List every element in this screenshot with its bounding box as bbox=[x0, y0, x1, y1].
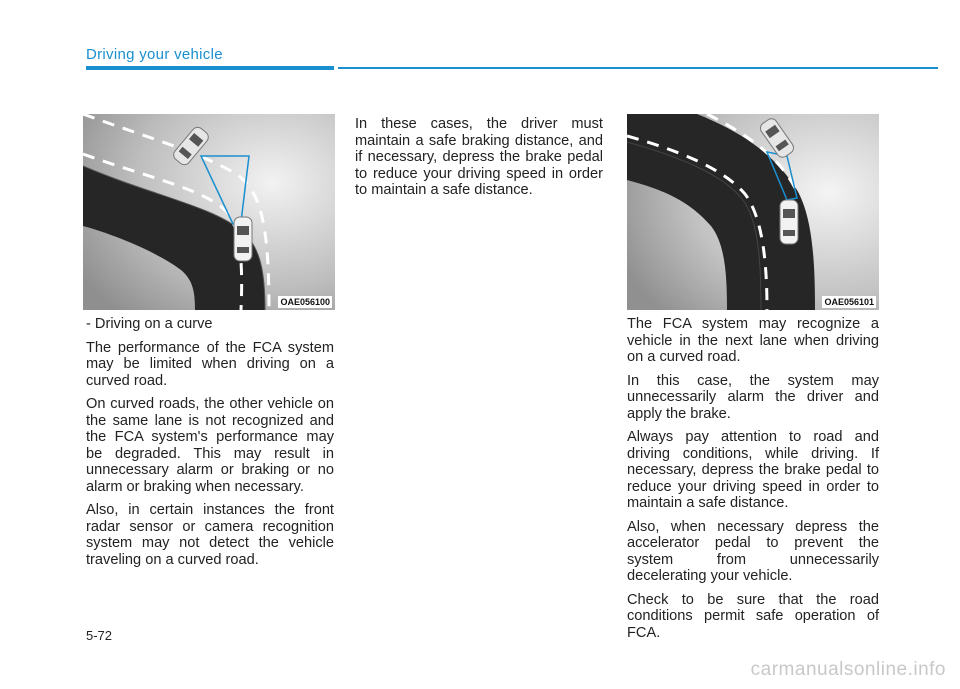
paragraph: - Driving on a curve bbox=[86, 316, 213, 332]
watermark: carmanualsonline.info bbox=[750, 659, 946, 680]
figure-curve-same-lane bbox=[83, 114, 335, 310]
figure-curve-adjacent-lane bbox=[627, 114, 879, 310]
paragraph: The performance of the FCA system may be limited when driving on a curved road. bbox=[86, 339, 334, 389]
page-number: 5-72 bbox=[86, 628, 113, 643]
header-rule-thick bbox=[86, 66, 334, 70]
column-1 bbox=[86, 316, 334, 575]
column-3 bbox=[627, 316, 879, 648]
paragraph: Also, when necessary depress the accelerator pedal to prevent the system from unnecessarily decelerating your vehicle. bbox=[627, 518, 879, 584]
paragraph: On curved roads, the other vehicle on the same lane is not recognized and the FCA system's performance may be degraded. This may result in unnecessary alarm or braking or no alarm or braking when necessary. bbox=[86, 396, 334, 495]
header-rule-thin bbox=[338, 67, 938, 69]
paragraph: Also, in certain instances the front radar sensor or camera recognition system may not detect the vehicle traveling on a curved road. bbox=[86, 502, 334, 568]
paragraph: In this case, the system may unnecessarily alarm the driver and apply the brake. bbox=[627, 372, 879, 422]
column-2 bbox=[355, 116, 603, 206]
own-vehicle bbox=[780, 200, 798, 244]
figure-code: OAE056100 bbox=[280, 297, 330, 307]
figure-code: OAE056101 bbox=[824, 297, 874, 307]
paragraph: In these cases, the driver must maintain a safe braking distance, and if necessary, depress the brake pedal to reduce your driving speed in order to maintain a safe distance. bbox=[355, 116, 603, 198]
paragraph: The FCA system may recognize a vehicle in the next lane when driving on a curved road. bbox=[627, 316, 879, 365]
own-vehicle bbox=[234, 217, 252, 261]
section-title: Driving your vehicle bbox=[86, 46, 223, 63]
curve-road-illustration bbox=[83, 114, 335, 310]
two-lane-curve-illustration bbox=[627, 114, 879, 310]
paragraph: Check to be sure that the road conditions permit safe operation of FCA. bbox=[627, 591, 879, 641]
paragraph: Always pay attention to road and driving conditions, while driving. If necessary, depress the brake pedal to reduce your driving speed in order to maintain a safe distance. bbox=[627, 429, 879, 511]
